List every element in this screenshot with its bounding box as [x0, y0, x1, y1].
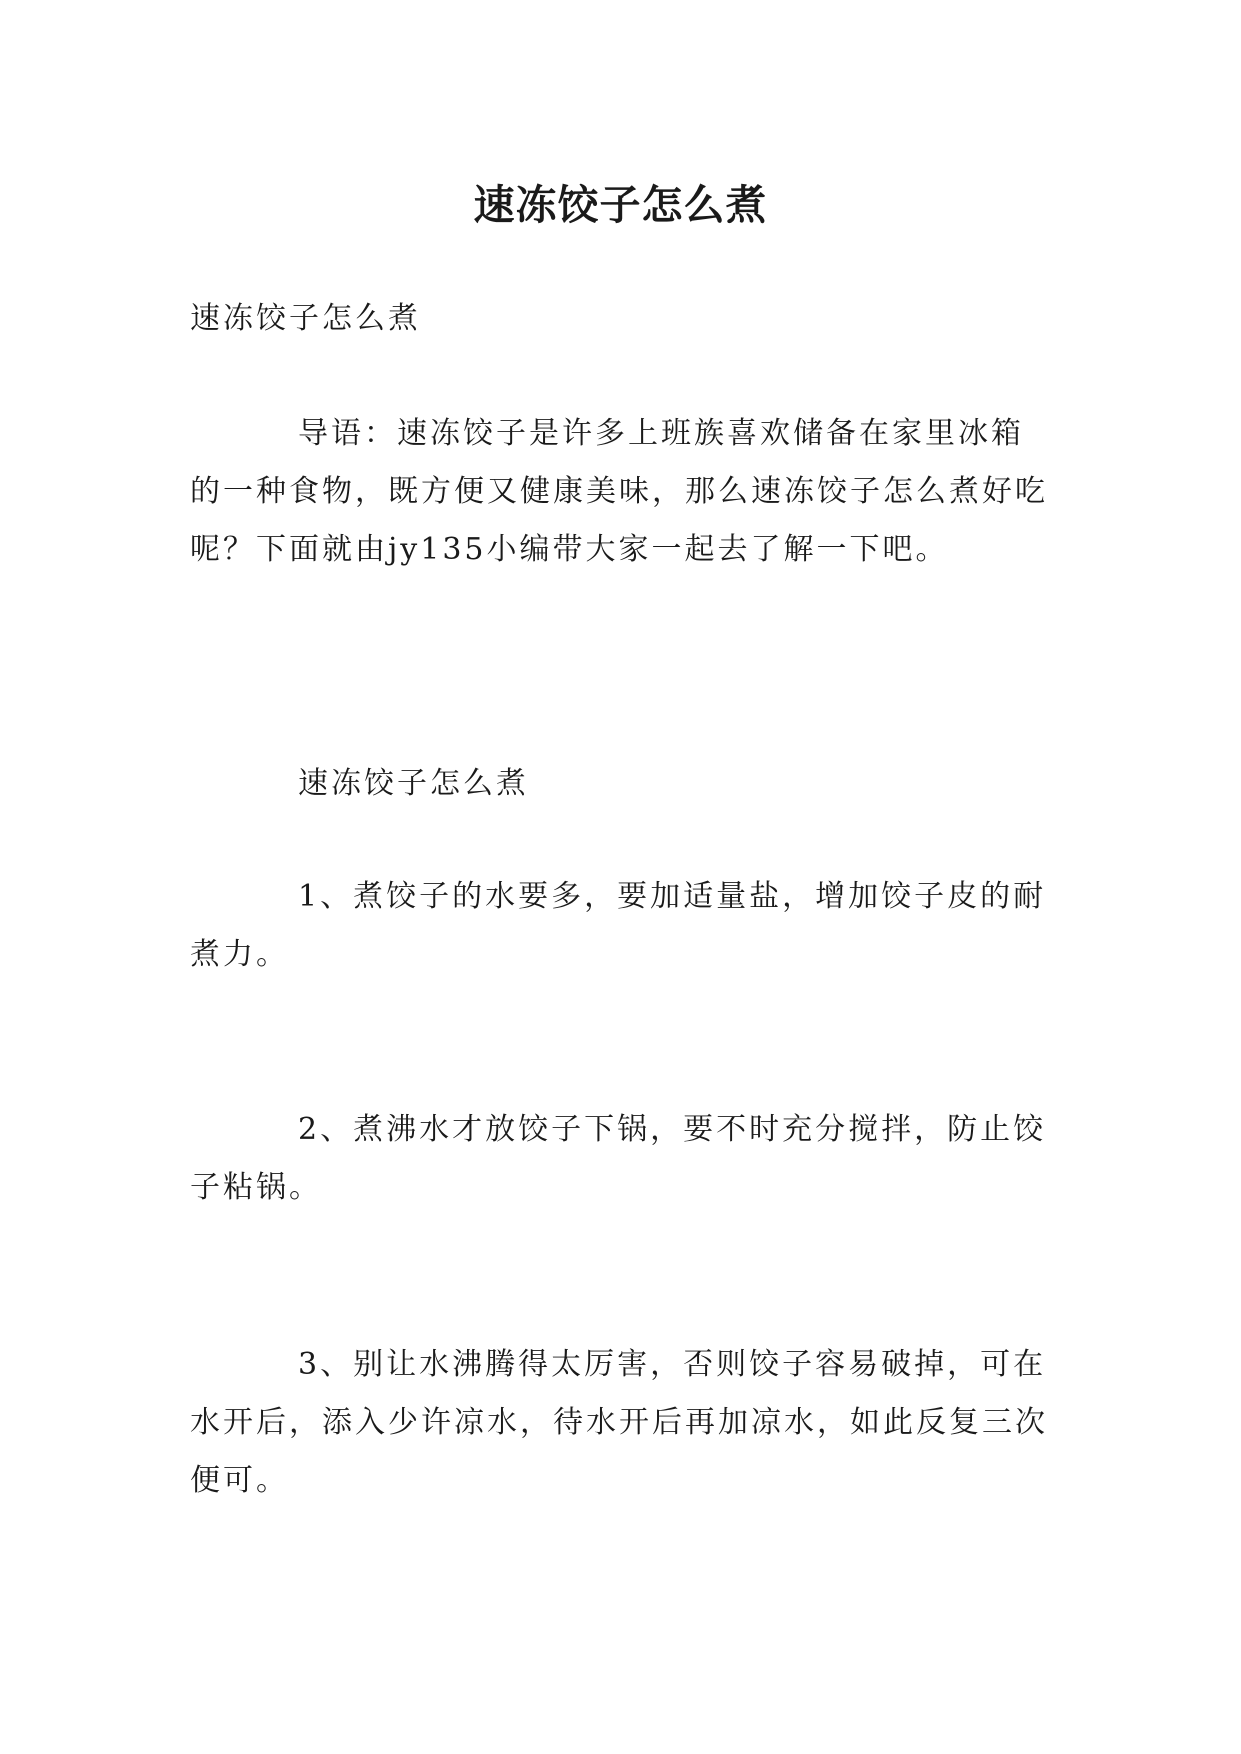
section-heading: 速冻饺子怎么煮 [298, 766, 529, 801]
step-2-paragraph: 2、煮沸水才放饺子下锅，要不时充分搅拌，防止饺子粘锅。 [190, 1112, 1047, 1205]
step-1-paragraph: 1、煮饺子的水要多，要加适量盐，增加饺子皮的耐煮力。 [190, 879, 1047, 972]
document-subtitle: 速冻饺子怎么煮 [190, 301, 421, 336]
document-title: 速冻饺子怎么煮 [473, 181, 768, 230]
intro-paragraph: 导语：速冻饺子是许多上班族喜欢储备在家里冰箱的一种食物，既方便又健康美味，那么速冻饺子怎么煮好吃呢？下面就由jy135小编带大家一起去了解一下吧。 [190, 416, 1048, 567]
step-3-paragraph: 3、别让水沸腾得太厉害，否则饺子容易破掉，可在水开后，添入少许凉水，待水开后再加凉水，如此反复三次便可。 [190, 1347, 1048, 1498]
